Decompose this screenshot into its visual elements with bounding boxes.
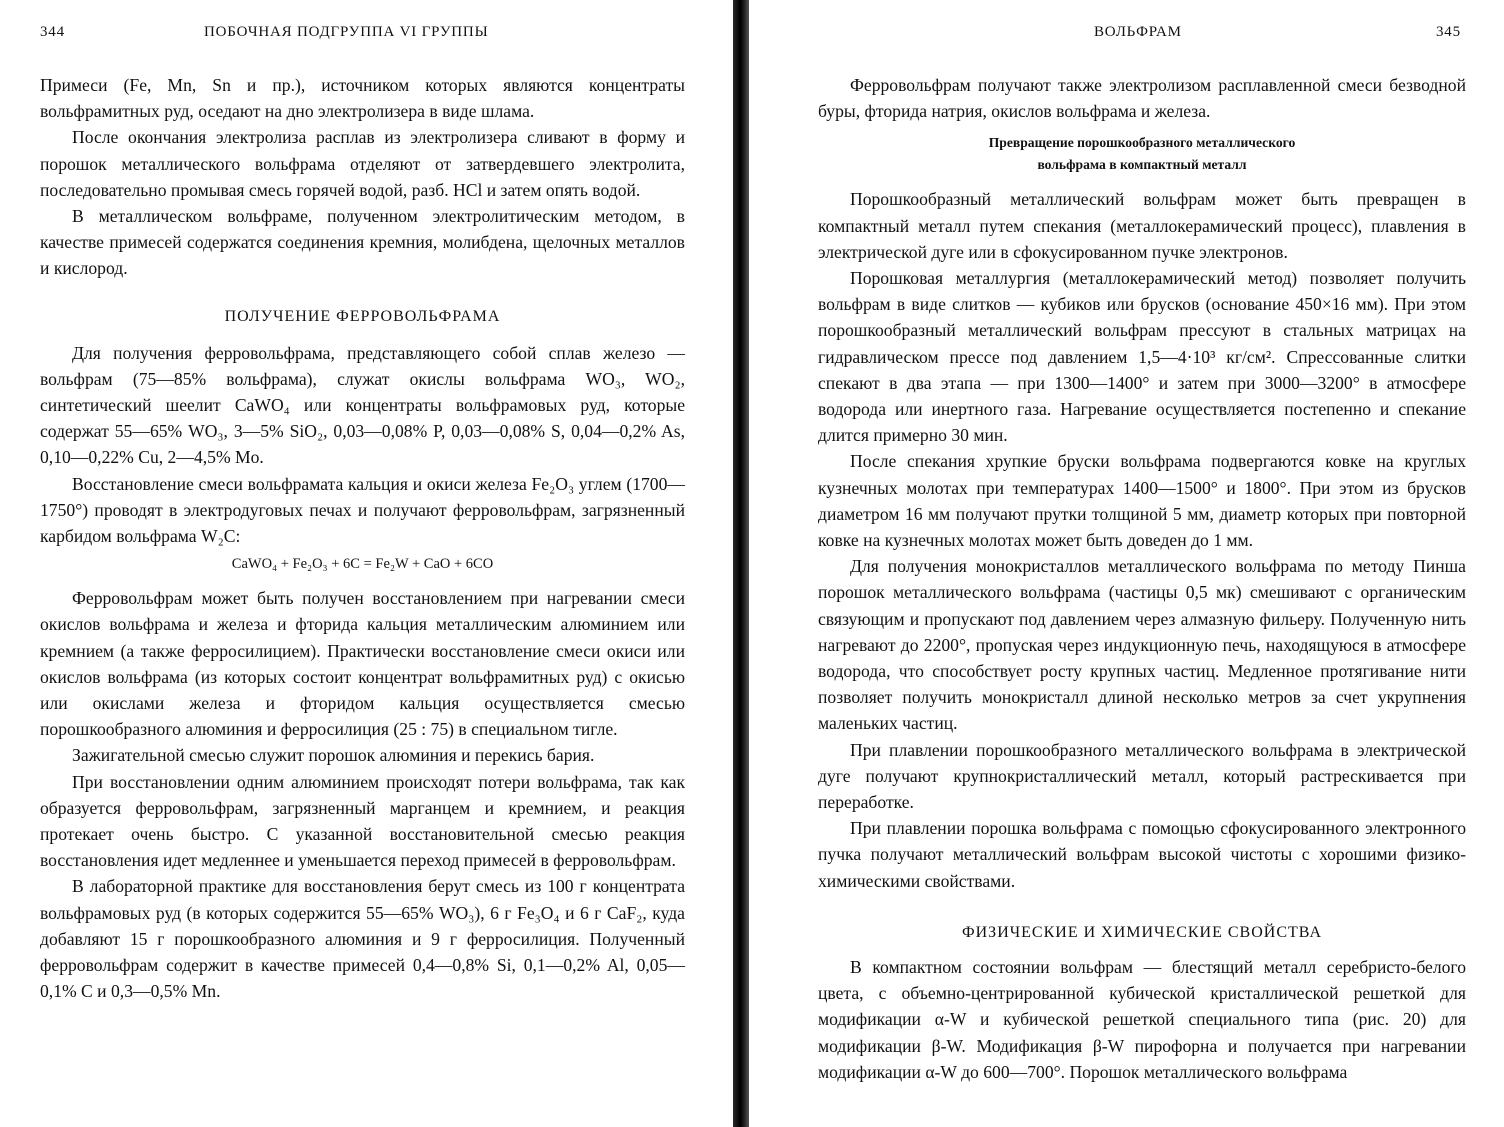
paragraph: В лабораторной практике для восстановления берут смесь из 100 г концентрата вольфрамовых руд (в которых содержится 55—65% WO₃), 6 г Fe₃O₄ и 6 г CaF₂, куда добавляют 15 г порошкообразного алюминия и 9 г ферросилиция. Полученный ферровольфрам содержит в качестве примесей 0,4—0,8% Si, 0,1—0,2% Al, 0,05—0,1% C и 0,3—0,5% Mn.	[40, 876, 685, 1002]
paragraph: После окончания электролиза расплав из электролизера сливают в форму и порошок металлического вольфрама отделяют от затвердевшего электролита, последовательно промывая смесь горячей водой, разб. HCl и затем опять водой.	[40, 127, 685, 200]
paragraph: При восстановлении одним алюминием происходят потери вольфрама, так как образуется ферровольфрам, загрязненный марганцем и кремнием, и реакция протекает очень быстро. С указанной восстановительной смесью реакция восстановления идет медленнее и уменьшается переход примесей в ферровольфрам.	[40, 771, 685, 871]
paragraph: Для получения монокристаллов металлического вольфрама по методу Пинша порошок металлического вольфрама (частицы 0,5 мк) смешивают с органическим связующим и пропускают под давлением через алмазную фильеру. Полученную нить нагревают до 2200°, пропуская через индукционную печь, находящуюся в атмосфере водорода, что способствует росту крупных частиц. Медленное протягивание нити позволяет получить монокристалл длиной несколько метров за счет укрупнения маленьких частиц.	[818, 556, 1466, 734]
paragraph: Ферровольфрам получают также электролизом расплавленной смеси безводной буры, фторида натрия, окислов вольфрама и железа.	[818, 75, 1466, 122]
right-page-number: 345	[1436, 24, 1461, 40]
paragraph: В компактном состоянии вольфрам — блестящий металл серебристо-белого цвета, с объемно-центрированной кубической кристаллической решеткой для модификации α-W и кубической решеткой специального типа (рис. 20) для модификации β-W. Модификация β-W пирофорна и получается при нагревании модификации α-W до 600—700°. Порошок металлического вольфрама	[818, 956, 1466, 1082]
paragraph: Для получения ферровольфрама, представляющего собой сплав железо — вольфрам (75—85% вольфрама), служат окислы вольфрама WO₃, WO₂, синтетический шеелит CaWO₄ или концентраты вольфрамовых руд, которые содержат 55—65% WO₃, 3—5% SiO₂, 0,03—0,08% P, 0,03—0,08% S, 0,04—0,2% As, 0,10—0,22% Cu, 2—4,5% Mo.	[40, 342, 685, 468]
paragraph: При плавлении порошка вольфрама с помощью сфокусированного электронного пучка получают металлический вольфрам высокой чистоты с хорошими физико-химическими свойствами.	[818, 818, 1466, 891]
left-page-number: 344	[40, 24, 65, 40]
paragraph: После спекания хрупкие бруски вольфрама подвергаются ковке на круглых кузнечных молотах при температурах 1400—1500° и 1800°. При этом из брусков диаметром 16 мм получают прутки толщиной 5 мм, диаметр которых при повторной ковке на кузнечных молотах может быть доведен до 1 мм.	[818, 451, 1466, 551]
subsection-title-line2: вольфрама в компактный металл	[1037, 157, 1247, 173]
book-gutter	[733, 0, 749, 1127]
paragraph: Порошкообразный металлический вольфрам может быть превращен в компактный металл путем спекания (металлокерамический процесс), плавления в электрической дуге или в сфокусированном пучке электронов.	[818, 189, 1466, 262]
right-text-column	[818, 72, 1466, 1085]
left-text-column	[40, 72, 685, 1005]
paragraph: Зажигательной смесью служит порошок алюминия и перекись бария.	[72, 745, 595, 766]
chemical-equation: CaWO₄ + Fe₂O₃ + 6C = Fe₂W + CaO + 6CO	[231, 556, 494, 573]
paragraph: Порошковая металлургия (металлокерамический метод) позволяет получить вольфрам в виде слитков — кубиков или брусков (основание 450×16 мм). При этом порошкообразный металлический вольфрам прессуют в стальных матрицах на гидравлическом прессе под давлением 1,5—4·10³ кг/см². Спрессованные слитки спекают в два этапа — при 1300—1400° и затем при 3000—3200° в атмосфере водорода или инертного газа. Нагревание осуществляется постепенно и спекание длится примерно 30 мин.	[818, 268, 1466, 446]
paragraph: Ферровольфрам может быть получен восстановлением при нагревании смеси окислов вольфрама и железа и фторида кальция металлическим алюминием или кремнием (а также ферросилицием). Практически восстановление смеси окиси или окислов вольфрама (из которых состоит концентрат вольфрамитных руд) с окисью или окислами железа и фторидом кальция осуществляется смесью порошкообразного алюминия и ферросилиция (25 : 75) в специальном тигле.	[40, 588, 685, 740]
paragraph: В металлическом вольфраме, полученном электролитическим методом, в качестве примесей содержатся соединения кремния, молибдена, щелочных металлов и кислород.	[40, 206, 685, 279]
right-page	[750, 0, 1504, 1127]
paragraph: Восстановление смеси вольфрамата кальция и окиси железа Fe₂O₃ углем (1700—1750°) проводят в электродуговых печах и получают ферровольфрам, загрязненный карбидом вольфрама W₂C:	[40, 473, 685, 547]
section-title: ФИЗИЧЕСКИЕ И ХИМИЧЕСКИЕ СВОЙСТВА	[961, 923, 1322, 941]
section-title: ПОЛУЧЕНИЕ ФЕРРОВОЛЬФРАМА	[224, 307, 501, 325]
left-page	[0, 0, 732, 1127]
left-running-head: ПОБОЧНАЯ ПОДГРУППА VI ГРУППЫ	[204, 24, 489, 40]
paragraph: При плавлении порошкообразного металлического вольфрама в электрической дуге получают крупнокристаллический металл, который растрескивается при переработке.	[818, 739, 1466, 813]
subsection-title-line1: Превращение порошкообразного металлического	[988, 135, 1296, 151]
right-running-head: ВОЛЬФРАМ	[1094, 24, 1182, 40]
paragraph: Примеси (Fe, Mn, Sn и пр.), источником которых являются концентраты вольфрамитных руд, оседают на дно электролизера в виде шлама.	[40, 75, 685, 122]
